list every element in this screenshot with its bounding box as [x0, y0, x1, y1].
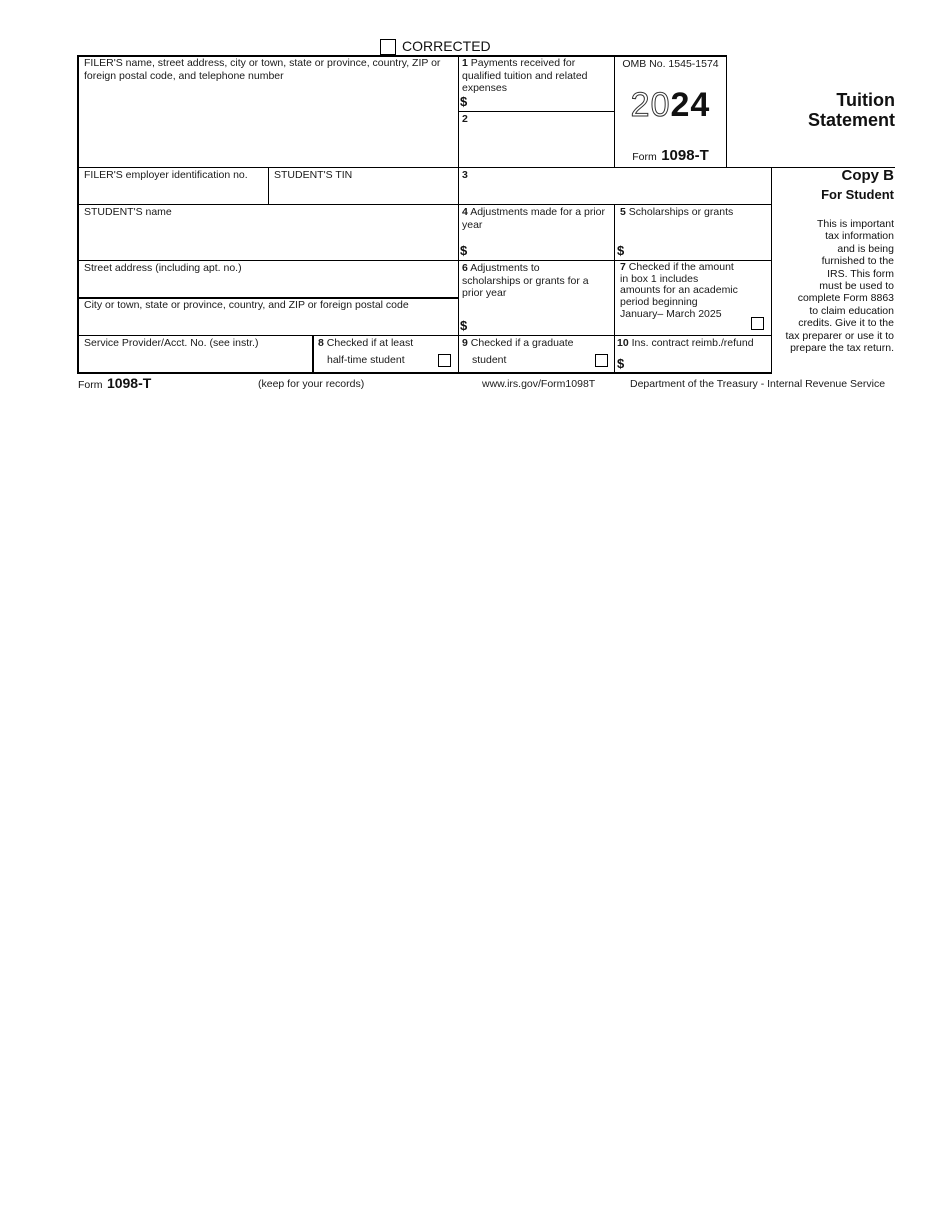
box8-number: 8 [318, 337, 324, 349]
student-tin-field[interactable] [271, 182, 456, 203]
box8-text-line2: half-time student [327, 354, 405, 366]
omb-form-id [615, 147, 726, 165]
copy-notice-line: complete Form 8863 [797, 292, 894, 305]
copy-notice-line: This is important [816, 218, 894, 230]
divider-service-box8 [312, 335, 314, 373]
divider-row-student-name [77, 204, 771, 205]
student-city-field[interactable] [80, 313, 456, 334]
form-title [740, 90, 895, 130]
filer-ein-label: FILER'S employer identification no. [84, 169, 248, 181]
copy-notice-line: prepare the tax return. [790, 342, 894, 355]
box9-text-line1: Checked if a graduate [470, 337, 574, 349]
box1-label [462, 57, 612, 95]
box6-number: 6 [462, 262, 468, 274]
student-name-label: STUDENT'S name [84, 206, 172, 218]
box7-text: Checked if the amount in box 1 includes amounts for an academic period beginning January– March 2025 [620, 261, 738, 320]
corrected-label: CORRECTED [402, 38, 491, 54]
box1-currency: $ [460, 94, 468, 109]
box9-checkbox[interactable] [595, 354, 608, 367]
box2-number: 2 [462, 113, 468, 125]
box6-text: Adjustments to scholarships or grants for a prior year [462, 262, 589, 299]
student-street-field[interactable] [80, 276, 456, 296]
filer-ein-field[interactable] [80, 182, 266, 203]
divider-row-ein [77, 167, 895, 168]
divider-box4-box5 [614, 204, 615, 373]
copy-notice-line: tax information [825, 230, 894, 243]
box3-field[interactable] [460, 182, 770, 203]
copy-notice-line: tax preparer or use it to [785, 329, 894, 342]
box10-amount-field[interactable] [629, 352, 769, 371]
copy-notice [772, 218, 894, 354]
box2-field[interactable] [460, 126, 612, 166]
divider-row-service [77, 335, 771, 336]
box6-currency: $ [460, 318, 468, 333]
omb-form-prefix: Form [632, 151, 657, 163]
box9-text-line2: student [472, 354, 507, 366]
copy-notice-line: and is being [837, 242, 894, 255]
copy-notice-line: furnished to the [821, 255, 894, 268]
box7-number: 7 [620, 261, 626, 273]
form-title-line1: Tuition [836, 90, 895, 110]
box4-text: Adjustments made for a prior year [462, 206, 605, 231]
box8-text-line1: Checked if at least [326, 337, 414, 349]
box6-label [462, 262, 592, 300]
filer-name-label: FILER'S name, street address, city or town, state or province, country, ZIP or foreign postal code, and telephone number [84, 57, 441, 82]
divider-ein-tin [268, 167, 269, 204]
student-city-label: City or town, state or province, country, and ZIP or foreign postal code [84, 299, 409, 311]
box3-number: 3 [462, 169, 468, 181]
box4-number: 4 [462, 206, 468, 218]
box4-label [462, 206, 610, 231]
box5-currency: $ [617, 243, 625, 258]
copy-subtitle: For Student [821, 187, 894, 202]
divider-box1-box2 [458, 111, 614, 112]
box5-amount-field[interactable] [629, 240, 769, 259]
divider-left-boxes [458, 56, 459, 373]
box8-checkbox[interactable] [438, 354, 451, 367]
box4-amount-field[interactable] [472, 240, 612, 259]
box5-text: Scholarships or grants [628, 206, 734, 218]
form-title-line2: Statement [807, 110, 895, 130]
footer-form-prefix: Form [78, 379, 103, 391]
footer-agency: Department of the Treasury - Internal Revenue Service [630, 378, 886, 390]
box10-text: Ins. contract reimb./refund [631, 337, 754, 349]
tax-year [615, 86, 726, 125]
tax-year-bold: 24 [670, 86, 711, 124]
student-street-label: Street address (including apt. no.) [84, 262, 242, 274]
form-left-border [77, 55, 79, 373]
copy-notice-line: IRS. This form [827, 267, 894, 280]
box5-number: 5 [620, 206, 626, 218]
service-provider-field[interactable] [80, 350, 310, 371]
student-name-field[interactable] [80, 220, 456, 259]
service-provider-label: Service Provider/Acct. No. (see instr.) [84, 337, 259, 349]
footer-form-number: 1098-T [106, 375, 152, 391]
box10-label [617, 337, 771, 350]
copy-notice-line: credits. Give it to the [798, 317, 894, 330]
box9-number: 9 [462, 337, 468, 349]
corrected-checkbox[interactable] [380, 39, 396, 55]
box4-currency: $ [460, 243, 468, 258]
form-bottom-border [77, 372, 772, 374]
box5-label [620, 206, 768, 219]
box10-number: 10 [617, 337, 629, 349]
box7-checkbox[interactable] [751, 317, 764, 330]
copy-title: Copy B [841, 167, 894, 184]
student-tin-label: STUDENT'S TIN [274, 169, 353, 181]
box6-amount-field[interactable] [472, 315, 612, 334]
copy-notice-line: to claim education [809, 304, 894, 317]
footer-url: www.irs.gov/Form1098T [482, 378, 596, 390]
box8-label [318, 337, 456, 350]
box10-currency: $ [617, 356, 625, 371]
omb-form-number: 1098-T [661, 147, 709, 164]
box9-label [462, 337, 612, 350]
omb-right-border [726, 56, 727, 167]
footer-form-id [78, 375, 151, 393]
tax-year-outline: 20 [630, 86, 671, 124]
footer-keep-note: (keep for your records) [258, 378, 365, 390]
box1-amount-field[interactable] [472, 92, 612, 110]
box1-text: Payments received for qualified tuition and related expenses [462, 57, 588, 94]
omb-number: OMB No. 1545-1574 [622, 58, 719, 70]
box1-number: 1 [462, 57, 468, 69]
filer-name-field[interactable] [80, 84, 456, 166]
copy-notice-line: must be used to [819, 280, 894, 293]
box7-label [620, 262, 740, 321]
